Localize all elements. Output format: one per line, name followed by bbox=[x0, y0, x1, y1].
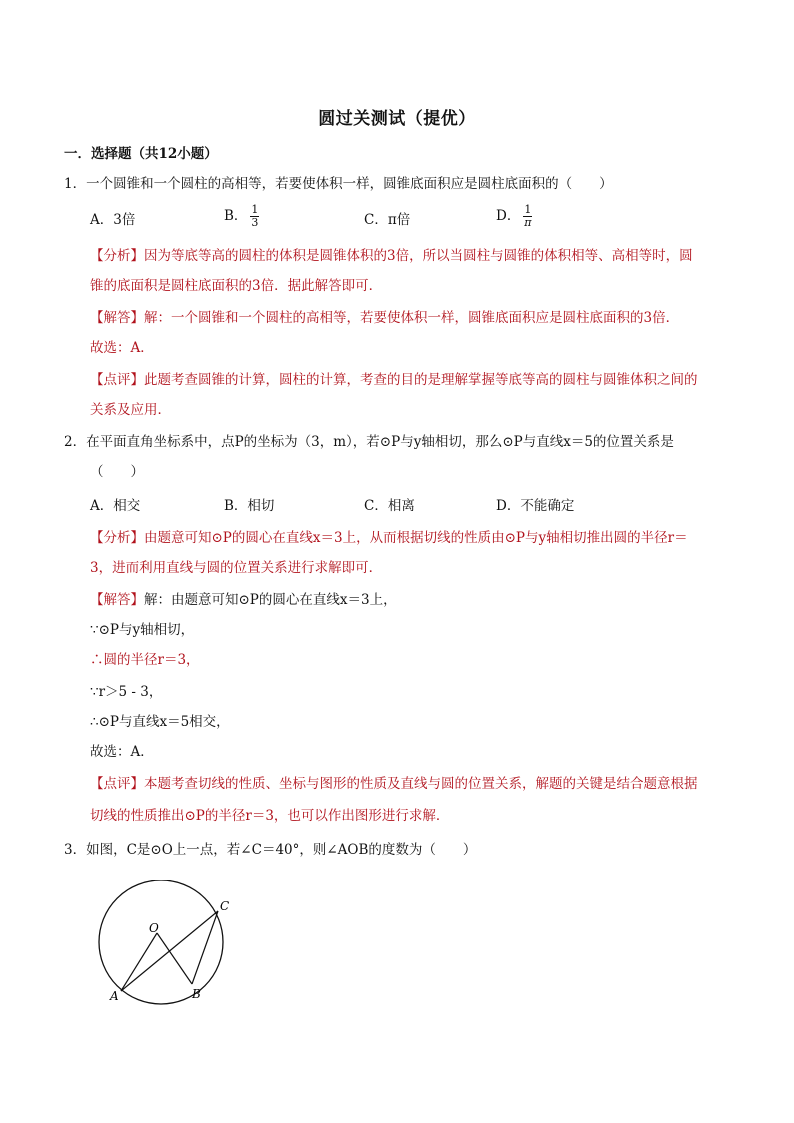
q2-step-3: ∵r＞5 - 3， bbox=[90, 684, 163, 700]
q2-answer-text: 解：由题意可知⊙P的圆心在直线x＝3上， bbox=[144, 592, 397, 608]
q2-stem-line-1: 2．在平面直角坐标系中，点P的坐标为（3，m），若⊙P与y轴相切，那么⊙P与直线x＝5的位置关系是 bbox=[64, 434, 674, 450]
q1-option-d-numerator: 1 bbox=[524, 203, 532, 216]
q2-choice: 故选：A． bbox=[90, 744, 154, 760]
q2-option-b: B．相切 bbox=[224, 498, 275, 514]
q3-circle-figure bbox=[84, 880, 254, 1010]
q1-option-b-label: B． bbox=[224, 208, 248, 224]
q1-option-b-numerator: 1 bbox=[251, 203, 259, 216]
q1-answer-line bbox=[90, 308, 679, 328]
q1-comment-line-1 bbox=[90, 370, 698, 390]
label-b: B bbox=[192, 987, 201, 1001]
q1-analysis-text-1: 因为等底等高的圆柱的体积是圆锥体积的3倍，所以当圆柱与圆锥的体积相等、高相等时，圆 bbox=[144, 248, 693, 264]
q1-answer-tag: 【解答】 bbox=[90, 310, 144, 326]
q1-option-d bbox=[496, 204, 532, 229]
q1-option-d-label: D． bbox=[496, 208, 521, 224]
segment-oa bbox=[121, 933, 157, 991]
q2-option-d: D．不能确定 bbox=[496, 498, 575, 514]
q1-option-d-fraction bbox=[523, 204, 532, 229]
q1-analysis-line-2: 锥的底面积是圆柱底面积的3倍．据此解答即可． bbox=[90, 278, 383, 294]
q1-stem: 1．一个圆锥和一个圆柱的高相等，若要使体积一样，圆锥底面积应是圆柱底面积的（ ） bbox=[64, 176, 613, 192]
section-heading: 一．选择题（共12小题） bbox=[64, 146, 218, 162]
q1-option-c: C．π倍 bbox=[364, 212, 411, 228]
q2-comment-line-1 bbox=[90, 774, 698, 794]
q2-analysis-text-1: 由题意可知⊙P的圆心在直线x＝3上，从而根据切线的性质由⊙P与y轴相切推出圆的半径r＝ bbox=[144, 530, 688, 546]
page-title: 圆过关测试（提优） bbox=[318, 109, 476, 129]
q2-analysis-line-1 bbox=[90, 528, 688, 548]
q2-answer-tag: 【解答】 bbox=[90, 592, 144, 608]
q2-comment-tag: 【点评】 bbox=[90, 776, 144, 792]
q2-step-4: ∴⊙P与直线x＝5相交， bbox=[90, 714, 230, 730]
label-o: O bbox=[149, 921, 159, 935]
q1-answer-text: 解：一个圆锥和一个圆柱的高相等，若要使体积一样，圆锥底面积应是圆柱底面积的3倍． bbox=[144, 310, 680, 326]
q1-comment-tag: 【点评】 bbox=[90, 372, 144, 388]
segment-ob bbox=[157, 933, 192, 984]
q1-option-b bbox=[224, 204, 259, 229]
q2-option-a: A．相交 bbox=[90, 498, 141, 514]
q2-stem-line-2: （ ） bbox=[90, 464, 144, 480]
q1-option-d-denominator: π bbox=[524, 216, 532, 229]
q2-analysis-line-2: 3，进而利用直线与圆的位置关系进行求解即可． bbox=[90, 560, 383, 576]
q1-analysis-line-1 bbox=[90, 246, 693, 266]
q1-comment-text-1: 此题考查圆锥的计算，圆柱的计算，考查的目的是理解掌握等底等高的圆柱与圆锥体积之间的 bbox=[144, 372, 698, 388]
q2-option-c: C．相离 bbox=[364, 498, 415, 514]
q2-comment-line-2: 切线的性质推出⊙P的半径r＝3，也可以作出图形进行求解． bbox=[90, 808, 450, 824]
label-c: C bbox=[220, 899, 230, 913]
q1-choice: 故选：A． bbox=[90, 340, 154, 356]
q1-analysis-tag: 【分析】 bbox=[90, 248, 144, 264]
q2-analysis-tag: 【分析】 bbox=[90, 530, 144, 546]
q3-stem: 3．如图，C是⊙O上一点，若∠C＝40°，则∠AOB的度数为（ ） bbox=[64, 842, 477, 858]
q1-option-b-denominator: 3 bbox=[251, 216, 259, 229]
label-a: A bbox=[110, 989, 119, 1003]
q2-answer-line bbox=[90, 590, 397, 610]
q2-step-1: ∵⊙P与y轴相切， bbox=[90, 622, 195, 638]
q2-comment-text-1: 本题考查切线的性质、坐标与图形的性质及直线与圆的位置关系，解题的关键是结合题意根据 bbox=[144, 776, 698, 792]
circle-o bbox=[99, 880, 223, 1004]
q2-step-2: ∴圆的半径r＝3， bbox=[90, 652, 200, 668]
q1-option-b-fraction bbox=[250, 204, 259, 229]
q1-option-a: A．3倍 bbox=[90, 212, 136, 228]
q1-comment-line-2: 关系及应用． bbox=[90, 402, 171, 418]
